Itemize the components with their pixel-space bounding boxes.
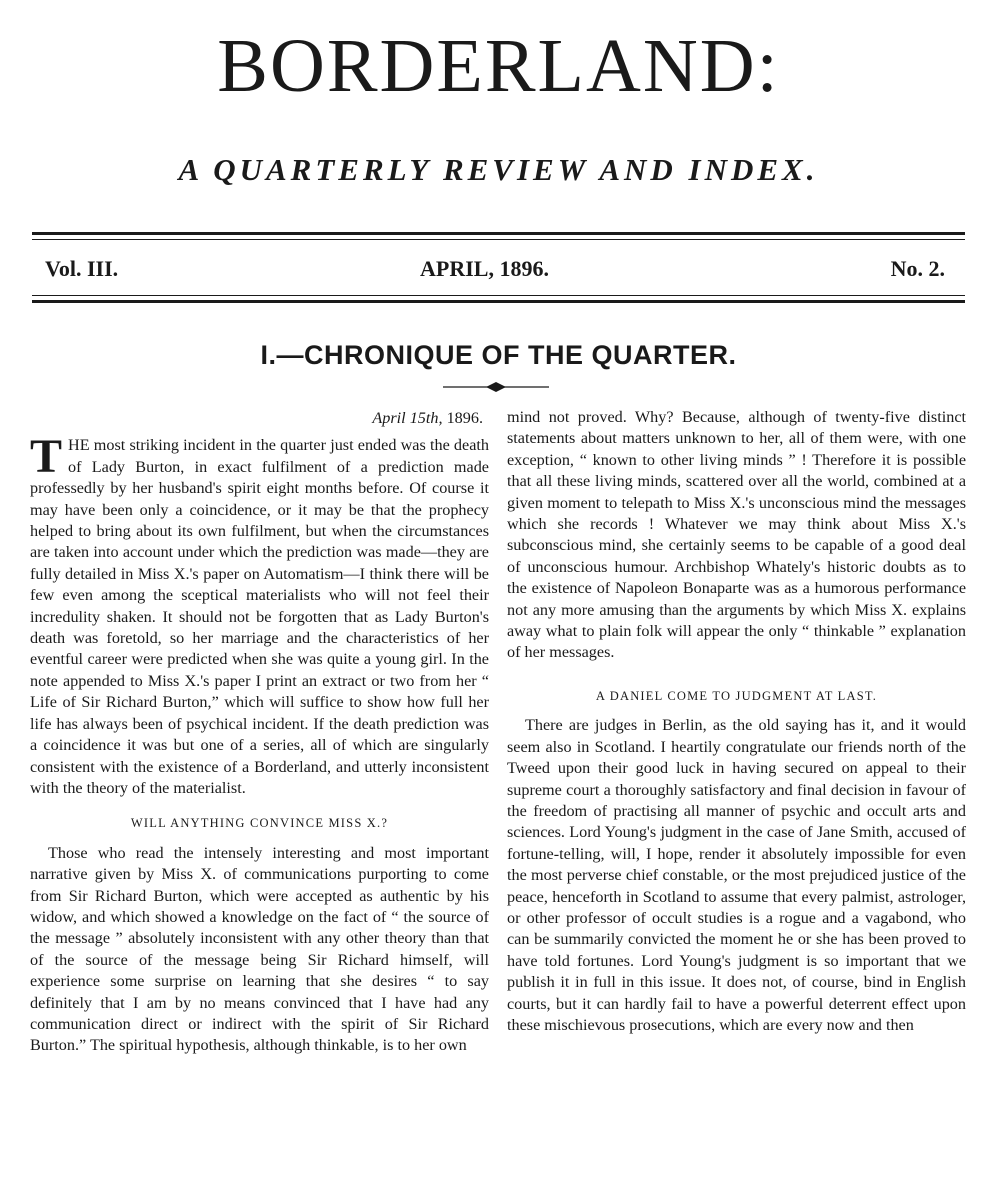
top-rule-thick [32,232,965,235]
issue-number: No. 2. [890,256,945,281]
issue-date: APRIL, 1896. [420,256,549,281]
ornament-divider-icon [443,381,549,393]
subhead-daniel: A DANIEL COME TO JUDGMENT AT LAST. [595,688,878,703]
subhead-will-anything: WILL ANYTHING CONVINCE MISS X.? [130,816,389,831]
paragraph-3: mind not proved. Why? Because, although of twenty-five distinct statements about matters unknown to her, all of them were, with one exception, “ known to other living minds ” ! Therefore it is possible that all these living minds, scattered over all the world, combined at a given moment to telepath to Miss X.'s unconscious mind the messages which she records ! Whatever we may think about Miss X.'s subconscious mind, she certainly seems to be capable of a good deal of unconscious humour. Archbishop Whately's historic doubts as to the existence of Napoleon Bonaparte was as a humorous performance not any more amusing than the arguments by which Miss X. explains away what to plain folk will appear the only “ thinkable ” explanation of her messages. [507,408,966,662]
section-title: I.—CHRONIQUE OF THE QUARTER. [260,340,737,370]
paragraph-1 [30,430,489,799]
dateline-month: April 15th, [372,409,443,427]
column-left [30,408,489,1057]
masthead-subtitle: A QUARTERLY REVIEW AND INDEX. [178,152,819,187]
issue-line [45,256,945,286]
masthead-title: BORDERLAND: [217,24,780,108]
paragraph-1-text: HE most striking incident in the quarter just ended was the death of Lady Burton, in exact fulfilment of a prediction made professedly by her husband's spirit eight months before. Of course it may have been only a coincidence, or it may be that the prophecy helped to bring about its own fulfilment, but when the circumstances are taken into account under which the prediction was made—they are fully detailed in Miss X.'s paper on Automatism—I think there will be few even among the sceptical materialists who will not feel their incredulity shaken. It should not be forgotten that as Lady Burton's death was foretold, so her marriage and the characteristics of her eventful career were predicted when she was quite a young girl. In the note appended to Miss X.'s paper I print an extract or two from her “ Life of Sir Richard Burton,” which will suffice to show how full her life has always been of psychical incident. If the death prediction was a coincidence it was but one of a series, all of which are singularly consistent with the existence of a Borderland, and utterly inconsistent with the theory of the materialist. [30,436,489,797]
volume-label: Vol. III. [45,256,119,281]
column-right [507,408,966,1036]
top-rule-thin [32,239,965,240]
drop-cap: T [30,430,63,484]
bottom-rule-thin [32,295,965,296]
dateline-year: 1896. [442,409,483,427]
bottom-rule-thick [32,300,965,303]
paragraph-2: Those who read the intensely interesting and most important narrative given by Miss X. of communications purporting to come from Sir Richard Burton, which were accepted as authentic by his widow, and which showed a knowledge on the fact of “ the source of the message ” absolutely inconsistent with any other theory than that of the source of the message being Sir Richard himself, will experience some surprise on learning that she desires “ to say definitely that I am by no means convinced that I have had any communication direct or indirect with the spirit of Sir Richard Burton.” The spiritual hypothesis, although thinkable, is to her own [30,843,489,1055]
paragraph-4: There are judges in Berlin, as the old saying has it, and it would seem also in Scotland. I heartily congratulate our friends north of the Tweed upon their good luck in having secured on appeal to their supreme court a thoroughly satisfactory and final decision in favour of the freedom of practising all manner of psychic and occult arts and sciences. Lord Young's judgment in the case of Jane Smith, accused of fortune-telling, will, I hope, render it absolutely impossible for even the most perverse chief constable, or the most prejudiced justice of the peace, henceforth in Scotland to assume that every palmist, astrologer, or other professor of occult studies is a rogue and a vagabond, who can be summarily convicted the moment he or she has been proved to have told fortunes. Lord Young's judgment is so important that we publish it in full in this issue. It does not, of course, bind in English courts, but it can hardly fail to have a powerful deterrent effect upon these mischievous prosecutions, which are every now and then [507,716,966,1034]
dateline [30,408,489,429]
